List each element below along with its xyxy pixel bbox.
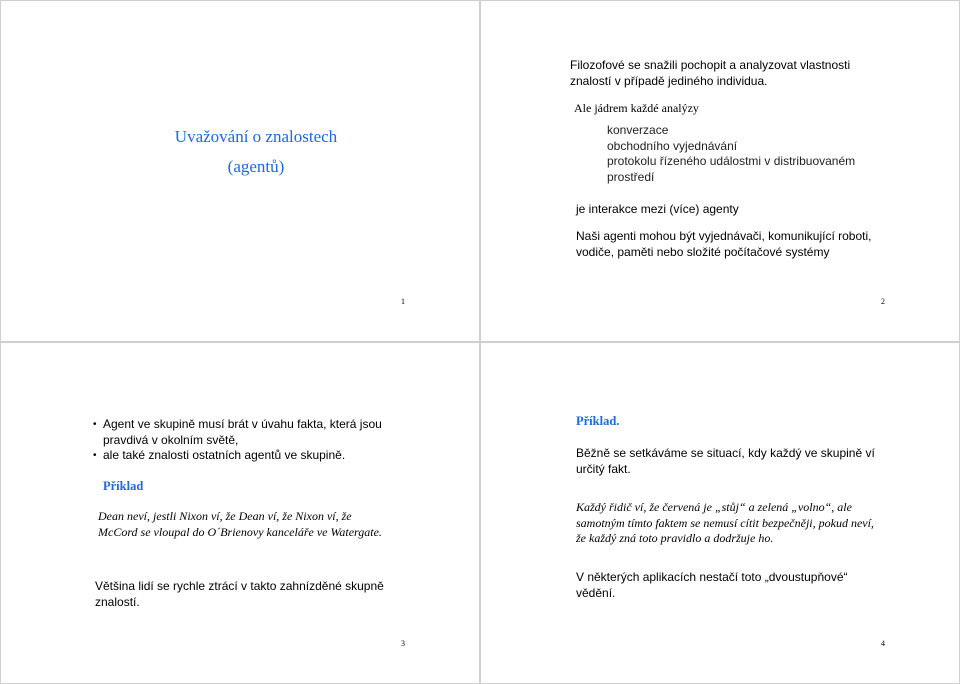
sub-item: protokolu řízeného událostmi v distribuovaném prostředí bbox=[607, 154, 856, 184]
example-heading: Příklad. bbox=[576, 414, 620, 428]
bullet-text: ale také znalosti ostatních agentů ve skupině. bbox=[103, 448, 346, 462]
bullet-icon: • bbox=[93, 419, 97, 430]
closing-paragraph: Většina lidí se rychle ztrácí v takto zahnízděné skupně znalostí. bbox=[95, 579, 384, 609]
slide-1 bbox=[0, 0, 480, 342]
slide-1-title bbox=[121, 125, 391, 185]
bullet-item bbox=[93, 417, 393, 448]
paragraph-philosophers: Filozofové se snažili pochopit a analyzovat vlastnosti znalostí v případě jediného individua. bbox=[570, 58, 851, 88]
title-line-2: (agentů) bbox=[227, 156, 285, 176]
sub-item-list bbox=[607, 123, 872, 185]
slide-4 bbox=[480, 342, 960, 684]
bullet-list bbox=[93, 417, 393, 464]
paragraph-driver-example: Každý řidič ví, že červená je „stůj“ a zelená „volno“, ale samotným tímto faktem se nemusí cítit bezpečněji, pokud neví, že každý zná toto pravidlo a dodržuje ho. bbox=[576, 500, 874, 545]
example-text: Dean neví, jestli Nixon ví, že Dean ví, že Nixon ví, že McCord se vloupal do O´Brienovy kanceláře ve Watergate. bbox=[98, 509, 382, 539]
sub-item: konverzace bbox=[607, 123, 669, 137]
bullet-text: Agent ve skupině musí brát v úvahu fakta, která jsou pravdivá v okolním světě, bbox=[103, 417, 382, 447]
example-heading: Příklad bbox=[103, 479, 144, 493]
page-number: 2 bbox=[881, 297, 885, 306]
paragraph-common-fact: Běžně se setkáváme se situací, kdy každý ve skupině ví určitý fakt. bbox=[576, 446, 875, 476]
paragraph-two-level: V některých aplikacích nestačí toto „dvoustupňové“ vědění. bbox=[576, 570, 848, 600]
page-number: 4 bbox=[881, 639, 885, 648]
slide-3 bbox=[0, 342, 480, 684]
paragraph-interaction: je interakce mezi (více) agenty bbox=[576, 202, 739, 216]
paragraph-analysis-intro: Ale jádrem každé analýzy bbox=[574, 101, 699, 115]
bullet-icon: • bbox=[93, 450, 97, 461]
bullet-item bbox=[93, 448, 393, 464]
title-line-1: Uvažování o znalostech bbox=[174, 127, 338, 146]
sub-item: obchodního vyjednávání bbox=[607, 138, 738, 153]
paragraph-agents: Naši agenti mohou být vyjednávači, komunikující roboti, vodiče, paměti nebo složité počítačové systémy bbox=[576, 229, 872, 259]
page-number: 1 bbox=[401, 297, 405, 306]
page-number: 3 bbox=[401, 639, 405, 648]
slide-2 bbox=[480, 0, 960, 342]
